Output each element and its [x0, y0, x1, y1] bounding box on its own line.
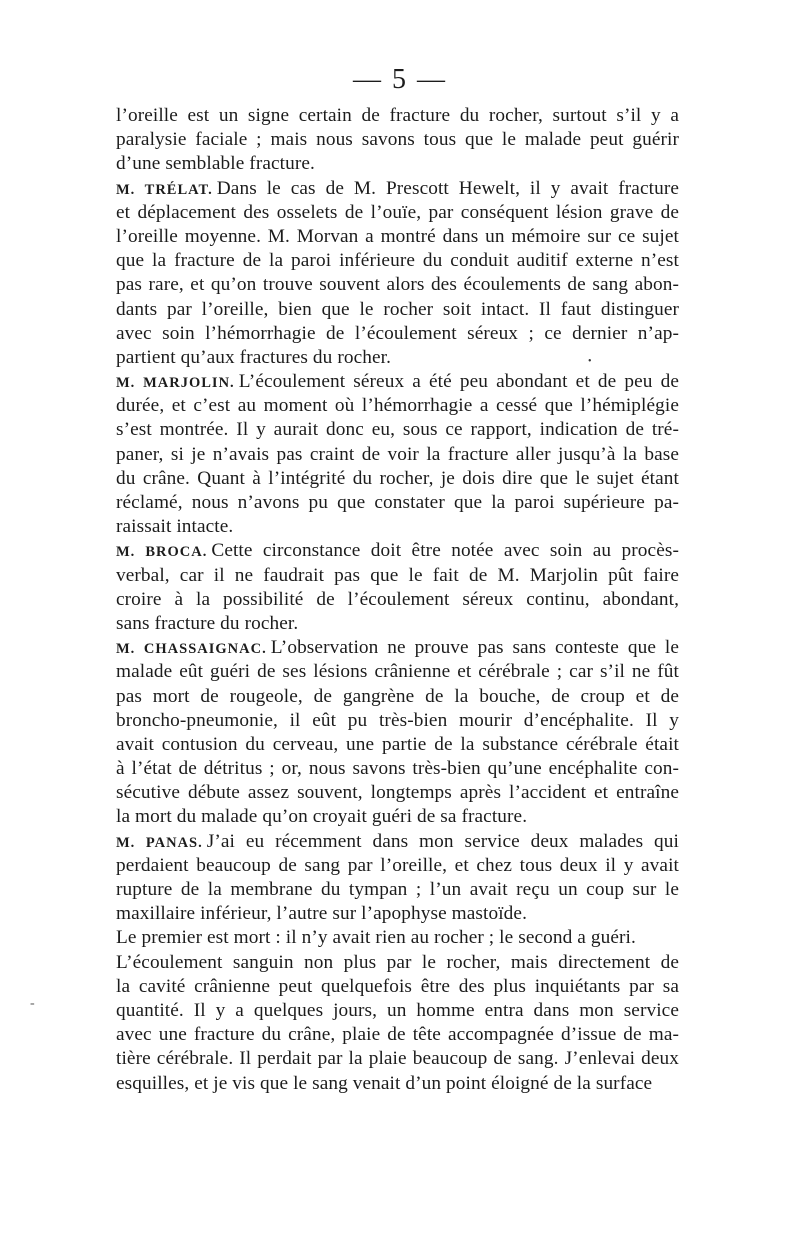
line-text: perdaient beaucoup de sang par l’oreille, et chez tous deux il y avait — [116, 854, 679, 876]
line-text: avait contusion du cerveau, une partie de la substance cérébrale était — [116, 733, 679, 755]
text-line — [116, 781, 679, 805]
line-text: esquilles, et je vis que le sang venait d’un point éloigné de la surface — [116, 1072, 653, 1094]
line-text: quantité. Il y a quelques jours, un homme entra dans mon service — [116, 999, 679, 1021]
body-text — [116, 104, 679, 1096]
text-line — [116, 152, 679, 176]
text-line — [116, 999, 679, 1023]
page-number: — 5 — — [353, 64, 447, 95]
text-line — [116, 491, 679, 515]
line-text: L’écoulement sanguin non plus par le rocher, mais directement de — [116, 951, 679, 973]
speaker-name: M. PANAS. — [116, 834, 203, 851]
line-text: sans fracture du rocher. — [116, 612, 299, 634]
text-line — [116, 225, 679, 249]
text-line — [116, 975, 679, 999]
line-text: la cavité crânienne peut quelquefois être des plus inquiétants par sa — [116, 975, 679, 997]
paragraph — [116, 951, 679, 1096]
line-text: avec soin l’hémorrhagie de l’écoulement séreux ; ce dernier n’ap- — [116, 322, 679, 344]
line-text: Dans le cas de M. Prescott Hewelt, il y avait fracture — [216, 177, 679, 199]
line-text: avec une fracture du crâne, plaie de tête accompagnée d’issue de ma- — [116, 1024, 679, 1046]
line-text: à l’état de détritus ; or, nous savons très-bien qu’une encéphalite con- — [116, 758, 679, 780]
line-text: J’ai eu récemment dans mon service deux malades qui — [206, 830, 679, 852]
line-text: d’une semblable fracture. — [116, 153, 315, 175]
text-line — [116, 201, 679, 225]
text-line — [116, 951, 679, 975]
line-text: malade eût guéri de ses lésions crânienne et cérébrale ; car s’il ne fût — [116, 661, 679, 683]
text-line — [116, 515, 679, 539]
paragraph — [116, 104, 679, 177]
text-line — [116, 709, 679, 733]
speaker-name: M. MARJOLIN. — [116, 375, 235, 392]
text-line — [116, 1047, 679, 1071]
text-line — [116, 370, 679, 394]
text-line — [116, 346, 679, 370]
text-line — [116, 757, 679, 781]
text-line — [116, 612, 679, 636]
paragraph — [116, 370, 679, 539]
text-line — [116, 298, 679, 322]
text-line — [116, 539, 679, 563]
paragraph — [116, 830, 679, 927]
text-line — [116, 249, 679, 273]
line-text: croire à la possibilité de l’écoulement séreux continu, abondant, — [116, 588, 679, 610]
line-text: L’écoulement séreux a été peu abondant et de peu de — [238, 371, 679, 393]
line-text: rupture de la membrane du tympan ; l’un avait reçu un coup sur le — [116, 879, 679, 900]
line-text: raissait intacte. — [116, 516, 234, 538]
text-line — [116, 273, 679, 297]
text-line — [116, 830, 679, 854]
line-text: la mort du malade qu’on croyait guéri de sa fracture. — [116, 806, 528, 828]
text-line — [116, 177, 679, 201]
text-line — [116, 854, 679, 878]
text-line — [116, 467, 679, 491]
text-line — [116, 418, 679, 442]
line-text: l’oreille est un signe certain de fracture du rocher, surtout s’il y a — [116, 105, 679, 126]
text-line — [116, 733, 679, 757]
line-text: verbal, car il ne faudrait pas que le fait de M. Marjolin pût faire — [116, 564, 679, 586]
text-line — [116, 322, 679, 346]
line-text: L’observation ne prouve pas sans conteste que le — [270, 637, 679, 659]
paragraph — [116, 636, 679, 830]
line-text: partient qu’aux fractures du rocher. — [116, 346, 392, 368]
line-text: broncho-pneumonie, il eût pu très-bien mourir d’encéphalite. Il y — [116, 709, 679, 731]
line-text: s’est montrée. Il y aurait donc eu, sous ce rapport, indication de tré- — [116, 419, 679, 441]
paragraph — [116, 926, 679, 950]
ink-dot: • — [588, 356, 592, 367]
speaker-name: M. BROCA. — [116, 544, 208, 561]
line-text: réclamé, nous n’avons pu que constater que la paroi supérieure pa- — [116, 492, 679, 513]
line-text: durée, et c’est au moment où l’hémorrhagie a cessé que l’hémiplégie — [116, 395, 679, 417]
line-text: dants par l’oreille, bien que le rocher soit intact. Il faut distinguer — [116, 298, 679, 320]
speaker-name: M. TRÉLAT. — [116, 181, 213, 198]
line-text: maxillaire inférieur, l’autre sur l’apophyse mastoïde. — [116, 903, 527, 925]
line-text: pas rare, et qu’on trouve souvent alors des écoulements de sang abon- — [116, 274, 679, 296]
text-line — [116, 878, 679, 902]
line-text: que la fracture de la paroi inférieure du conduit auditif externe n’est — [116, 250, 679, 272]
text-line — [116, 685, 679, 709]
text-line — [116, 104, 679, 128]
line-text: et déplacement des osselets de l’ouïe, par conséquent lésion grave de — [116, 201, 679, 223]
text-line — [116, 636, 679, 660]
line-text: sécutive débute assez souvent, longtemps après l’accident et entraîne — [116, 782, 679, 804]
line-text: paner, si je n’avais pas craint de voir la fracture aller jusqu’à la base — [116, 443, 679, 465]
text-line — [116, 1023, 679, 1047]
paragraph — [116, 539, 679, 636]
speaker-name: M. CHASSAIGNAC. — [116, 641, 267, 658]
paragraph — [116, 177, 679, 371]
line-text: paralysie faciale ; mais nous savons tous que le malade peut guérir — [116, 129, 679, 151]
text-line — [116, 128, 679, 152]
line-text: Cette circonstance doit être notée avec soin au procès- — [211, 540, 679, 562]
text-line — [116, 443, 679, 467]
text-line — [116, 394, 679, 418]
line-text: l’oreille moyenne. M. Morvan a montré dans un mémoire sur ce sujet — [116, 225, 679, 247]
line-text: du crâne. Quant à l’intégrité du rocher, je dois dire que le sujet étant — [116, 467, 679, 489]
text-line — [116, 805, 679, 829]
line-text: tière cérébrale. Il perdait par la plaie beaucoup de sang. J’enlevai deux — [116, 1048, 679, 1070]
text-line — [116, 564, 679, 588]
text-line — [116, 588, 679, 612]
text-line — [116, 660, 679, 684]
text-line — [116, 1072, 679, 1096]
line-text: pas mort de rougeole, de gangrène de la bouche, de croup et de — [116, 685, 679, 707]
line-text: Le premier est mort : il n’y avait rien au rocher ; le second a guéri. — [116, 927, 636, 949]
margin-mark: - — [30, 996, 35, 1011]
text-line — [116, 926, 679, 950]
text-line — [116, 902, 679, 926]
